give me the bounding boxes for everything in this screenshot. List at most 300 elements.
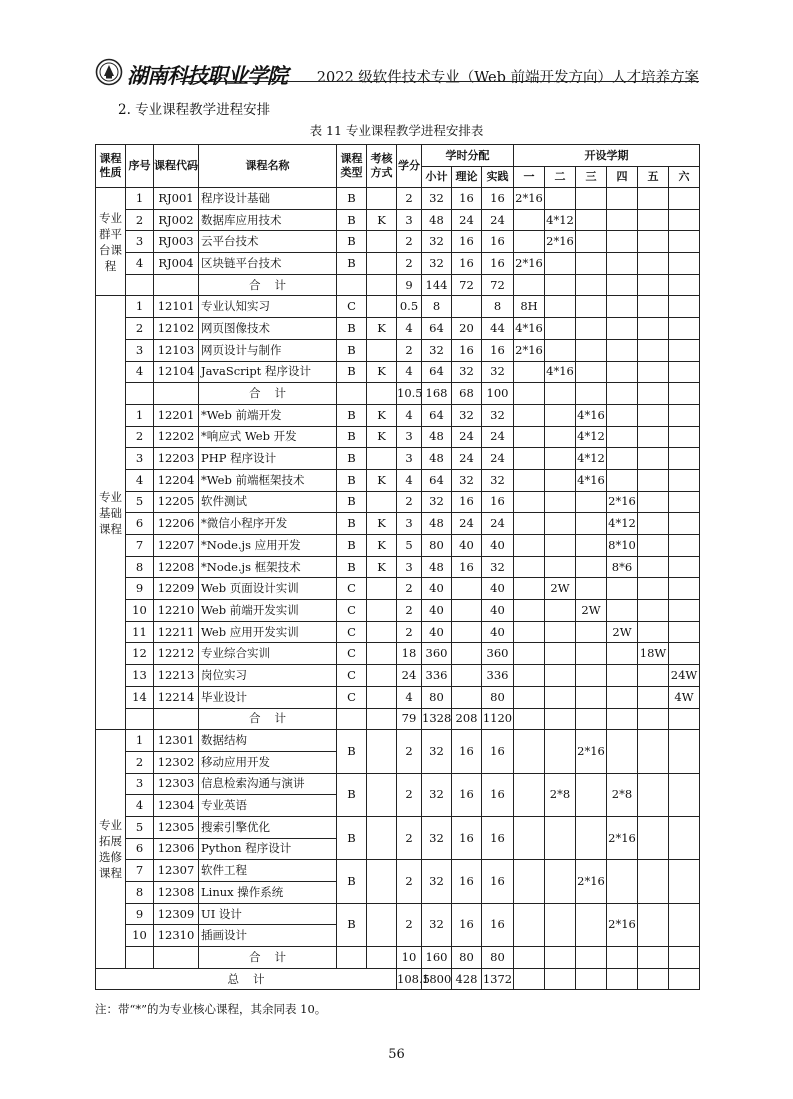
credit: 2 [397,491,422,513]
course-code: 12309 [154,903,199,925]
semester-2-cell: 4*16 [545,361,576,383]
semester-2-cell [545,253,576,275]
grand-total-hours-total: 1800 [422,968,452,990]
course-code: RJ002 [154,209,199,231]
hours-total: 48 [422,426,452,448]
semester-5-cell: 18W [638,643,669,665]
semester-2-cell [545,188,576,210]
semester-5-cell [638,860,669,903]
semester-6-cell: 4W [669,686,700,708]
semester-4-cell [607,860,638,903]
credit: 2 [397,578,422,600]
grand-total-row [96,968,700,990]
assessment-method: K [367,318,397,340]
course-code: 12211 [154,621,199,643]
semester-3-cell [576,339,607,361]
course-code: RJ001 [154,188,199,210]
course-type: B [337,318,367,340]
subtotal-seq-cell [126,383,154,405]
course-name: 软件工程 [199,860,337,882]
semester-4-cell: 2*16 [607,816,638,859]
course-category: 专业拓展选修课程 [96,730,126,969]
course-name: 网页图像技术 [199,318,337,340]
semester-3-cell: 4*12 [576,448,607,470]
hours-total: 64 [422,318,452,340]
course-category: 专业群平台课程 [96,188,126,296]
hours-theory: 20 [452,318,482,340]
table-row [96,188,700,210]
semester-3-cell [576,513,607,535]
semester-6-cell [669,231,700,253]
subtotal-sem-4-cell [607,274,638,296]
row-seq: 1 [126,296,154,318]
semester-5-cell [638,469,669,491]
header-code: 课程代码 [154,145,199,188]
row-seq: 13 [126,665,154,687]
hours-theory: 16 [452,556,482,578]
semester-5-cell [638,253,669,275]
hours-theory: 24 [452,426,482,448]
subtotal-hours-total: 160 [422,947,452,969]
row-seq: 14 [126,686,154,708]
semester-3-cell: 2*16 [576,730,607,773]
hours-theory: 16 [452,253,482,275]
semester-2-cell [545,730,576,773]
semester-1-cell: 2*16 [514,188,545,210]
semester-3-cell [576,621,607,643]
hours-practice: 16 [482,188,514,210]
semester-2-cell [545,318,576,340]
credit: 18 [397,643,422,665]
semester-1-cell [514,903,545,946]
semester-6-cell [669,361,700,383]
header-sem-5: 五 [638,167,669,188]
hours-theory: 16 [452,188,482,210]
assessment-method [367,253,397,275]
hours-practice: 8 [482,296,514,318]
semester-3-cell: 2W [576,600,607,622]
table-row [96,621,700,643]
row-seq: 3 [126,773,154,795]
credit: 4 [397,404,422,426]
subtotal-sem-2-cell [545,708,576,730]
header-sem-6: 六 [669,167,700,188]
subtotal-sem-6-cell [669,274,700,296]
credit: 5 [397,535,422,557]
course-code: RJ004 [154,253,199,275]
course-name: *Node.js 应用开发 [199,535,337,557]
course-type: B [337,448,367,470]
semester-6-cell [669,209,700,231]
semester-3-cell [576,686,607,708]
subtotal-code-cell [154,383,199,405]
subtotal-hours-total: 1328 [422,708,452,730]
subtotal-type-cell [337,383,367,405]
course-name: *Web 前端开发 [199,404,337,426]
course-type: B [337,556,367,578]
footnote: 注：带“*”的为专业核心课程，其余同表 10。 [95,1002,327,1016]
semester-5-cell [638,448,669,470]
hours-practice: 24 [482,513,514,535]
semester-4-cell [607,209,638,231]
subtotal-sem-3-cell [576,708,607,730]
semester-6-cell [669,860,700,903]
semester-4-cell [607,361,638,383]
row-seq: 9 [126,578,154,600]
assessment-method [367,339,397,361]
course-name: Linux 操作系统 [199,882,337,904]
assessment-method: K [367,556,397,578]
semester-2-cell [545,860,576,903]
semester-4-cell [607,188,638,210]
semester-2-cell [545,469,576,491]
hours-theory [452,665,482,687]
semester-6-cell [669,404,700,426]
subtotal-row [96,947,700,969]
credit: 2 [397,621,422,643]
hours-practice: 16 [482,339,514,361]
course-type: B [337,404,367,426]
row-seq: 1 [126,188,154,210]
table-row [96,339,700,361]
subtotal-label: 合计 [199,947,337,969]
subtotal-sem-6-cell [669,708,700,730]
hours-practice: 16 [482,730,514,773]
row-seq: 2 [126,318,154,340]
semester-5-cell [638,231,669,253]
hours-total: 8 [422,296,452,318]
course-name: 区块链平台技术 [199,253,337,275]
table-row [96,231,700,253]
subtotal-hours-total: 168 [422,383,452,405]
header-sem-3: 三 [576,167,607,188]
row-seq: 6 [126,838,154,860]
hours-theory: 32 [452,361,482,383]
subtotal-label: 合计 [199,708,337,730]
semester-4-cell [607,448,638,470]
credit: 2 [397,773,422,816]
subtotal-sem-4-cell [607,708,638,730]
semester-5-cell [638,686,669,708]
semester-6-cell [669,448,700,470]
credit: 4 [397,361,422,383]
hours-practice: 16 [482,231,514,253]
subtotal-exam-cell [367,947,397,969]
semester-6-cell [669,253,700,275]
semester-5-cell [638,665,669,687]
course-type: B [337,469,367,491]
subtotal-type-cell [337,274,367,296]
subtotal-credit: 10 [397,947,422,969]
hours-practice: 40 [482,621,514,643]
elective-row [96,860,700,882]
course-code: 12213 [154,665,199,687]
course-name: 数据库应用技术 [199,209,337,231]
semester-1-cell [514,469,545,491]
header-course-nature: 课程性质 [96,145,126,188]
credit: 3 [397,556,422,578]
subtotal-sem-2-cell [545,383,576,405]
hours-theory: 16 [452,491,482,513]
hours-practice: 16 [482,773,514,816]
table-row [96,318,700,340]
course-code: 12204 [154,469,199,491]
semester-6-cell [669,730,700,773]
hours-practice: 16 [482,491,514,513]
assessment-method: K [367,469,397,491]
subtotal-type-cell [337,708,367,730]
semester-3-cell [576,231,607,253]
hours-theory [452,621,482,643]
semester-2-cell [545,816,576,859]
course-code: 12202 [154,426,199,448]
row-seq: 2 [126,751,154,773]
course-code: 12102 [154,318,199,340]
header-sem-4: 四 [607,167,638,188]
course-name: 插画设计 [199,925,337,947]
table-row [96,296,700,318]
header-type: 课程类型 [337,145,367,188]
semester-5-cell [638,209,669,231]
semester-4-cell [607,296,638,318]
row-seq: 2 [126,209,154,231]
semester-2-cell: 2*8 [545,773,576,816]
semester-1-cell [514,686,545,708]
semester-4-cell [607,339,638,361]
subtotal-sem-1-cell [514,383,545,405]
table-row [96,209,700,231]
hours-theory [452,296,482,318]
table-row [96,686,700,708]
row-seq: 10 [126,925,154,947]
semester-5-cell [638,491,669,513]
semester-1-cell [514,404,545,426]
course-name: 信息检索沟通与演讲 [199,773,337,795]
course-code: 12303 [154,773,199,795]
semester-6-cell [669,816,700,859]
course-type: C [337,296,367,318]
assessment-method [367,600,397,622]
course-type: B [337,231,367,253]
course-type: C [337,600,367,622]
course-name: 岗位实习 [199,665,337,687]
semester-3-cell [576,556,607,578]
semester-6-cell [669,643,700,665]
semester-5-cell [638,600,669,622]
semester-2-cell [545,513,576,535]
semester-3-cell [576,773,607,816]
elective-row [96,816,700,838]
hours-practice: 32 [482,404,514,426]
assessment-method [367,860,397,903]
semester-3-cell [576,318,607,340]
semester-2-cell: 2W [545,578,576,600]
course-name: 云平台技术 [199,231,337,253]
semester-6-cell [669,903,700,946]
semester-3-cell [576,188,607,210]
table-row [96,513,700,535]
assessment-method [367,816,397,859]
document-title: 2022 级软件技术专业（Web 前端开发方向）人才培养方案 [316,70,699,86]
hours-practice: 16 [482,253,514,275]
subtotal-seq-cell [126,947,154,969]
semester-1-cell [514,860,545,903]
table-row [96,643,700,665]
course-code: 12103 [154,339,199,361]
semester-1-cell [514,643,545,665]
subtotal-sem-4-cell [607,383,638,405]
credit: 24 [397,665,422,687]
semester-2-cell [545,448,576,470]
semester-2-cell [545,491,576,513]
grand-total-sem-3-cell [576,968,607,990]
semester-4-cell [607,426,638,448]
subtotal-hours-theory: 72 [452,274,482,296]
semester-5-cell [638,535,669,557]
semester-4-cell [607,404,638,426]
hours-theory: 32 [452,404,482,426]
course-code: 12306 [154,838,199,860]
table-caption: 表 11 专业课程教学进程安排表 [309,123,484,138]
semester-1-cell [514,665,545,687]
assessment-method [367,665,397,687]
semester-6-cell [669,339,700,361]
subtotal-credit: 10.5 [397,383,422,405]
hours-practice: 40 [482,578,514,600]
header-credit: 学分 [397,145,422,188]
semester-4-cell [607,231,638,253]
hours-practice: 360 [482,643,514,665]
grand-total-sem-4-cell [607,968,638,990]
table-row [96,361,700,383]
hours-total: 40 [422,621,452,643]
hours-total: 32 [422,903,452,946]
row-seq: 8 [126,556,154,578]
credit: 2 [397,730,422,773]
semester-1-cell [514,209,545,231]
semester-5-cell [638,188,669,210]
hours-total: 336 [422,665,452,687]
header-semesters: 开设学期 [514,145,700,167]
semester-2-cell [545,404,576,426]
row-seq: 5 [126,816,154,838]
course-type: B [337,426,367,448]
course-schedule-table [95,144,700,990]
course-type: C [337,686,367,708]
hours-practice: 80 [482,686,514,708]
hours-practice: 32 [482,469,514,491]
hours-total: 32 [422,773,452,816]
semester-2-cell [545,621,576,643]
credit: 2 [397,188,422,210]
semester-5-cell [638,816,669,859]
subtotal-code-cell [154,274,199,296]
course-type: C [337,643,367,665]
subtotal-hours-practice: 80 [482,947,514,969]
assessment-method: K [367,209,397,231]
hours-practice: 40 [482,600,514,622]
course-code: 12310 [154,925,199,947]
semester-4-cell: 4*12 [607,513,638,535]
course-code: 12209 [154,578,199,600]
semester-4-cell: 8*6 [607,556,638,578]
hours-theory: 16 [452,730,482,773]
subtotal-sem-5-cell [638,708,669,730]
semester-5-cell [638,318,669,340]
row-seq: 12 [126,643,154,665]
hours-theory [452,686,482,708]
semester-2-cell [545,686,576,708]
course-name: 专业综合实训 [199,643,337,665]
semester-5-cell [638,339,669,361]
semester-3-cell [576,535,607,557]
subtotal-credit: 79 [397,708,422,730]
credit: 2 [397,231,422,253]
assessment-method [367,188,397,210]
semester-3-cell [576,578,607,600]
hours-total: 48 [422,556,452,578]
row-seq: 1 [126,404,154,426]
hours-theory: 16 [452,860,482,903]
course-type: B [337,773,367,816]
semester-5-cell [638,730,669,773]
hours-theory: 24 [452,513,482,535]
course-name: 专业认知实习 [199,296,337,318]
course-name: Web 页面设计实训 [199,578,337,600]
hours-theory [452,578,482,600]
course-code: 12104 [154,361,199,383]
semester-2-cell [545,903,576,946]
semester-1-cell [514,448,545,470]
course-code: 12301 [154,730,199,752]
semester-4-cell: 2*16 [607,903,638,946]
hours-practice: 44 [482,318,514,340]
semester-1-cell: 4*16 [514,318,545,340]
semester-5-cell [638,426,669,448]
course-name: 毕业设计 [199,686,337,708]
row-seq: 6 [126,513,154,535]
hours-total: 32 [422,339,452,361]
course-name: Python 程序设计 [199,838,337,860]
course-name: *微信小程序开发 [199,513,337,535]
assessment-method: K [367,404,397,426]
table-row [96,665,700,687]
semester-2-cell [545,556,576,578]
credit: 2 [397,816,422,859]
row-seq: 3 [126,231,154,253]
subtotal-row [96,708,700,730]
header-hours-total: 小计 [422,167,452,188]
semester-3-cell: 2*16 [576,860,607,903]
subtotal-sem-1-cell [514,274,545,296]
semester-6-cell [669,600,700,622]
subtotal-label: 合计 [199,274,337,296]
course-name: JavaScript 程序设计 [199,361,337,383]
subtotal-sem-3-cell [576,274,607,296]
semester-5-cell [638,404,669,426]
table-row [96,600,700,622]
hours-total: 48 [422,209,452,231]
assessment-method [367,903,397,946]
row-seq: 9 [126,903,154,925]
course-name: 程序设计基础 [199,188,337,210]
table-row [96,426,700,448]
table-row [96,556,700,578]
subtotal-sem-1-cell [514,708,545,730]
subtotal-exam-cell [367,708,397,730]
semester-6-cell [669,469,700,491]
subtotal-sem-3-cell [576,947,607,969]
